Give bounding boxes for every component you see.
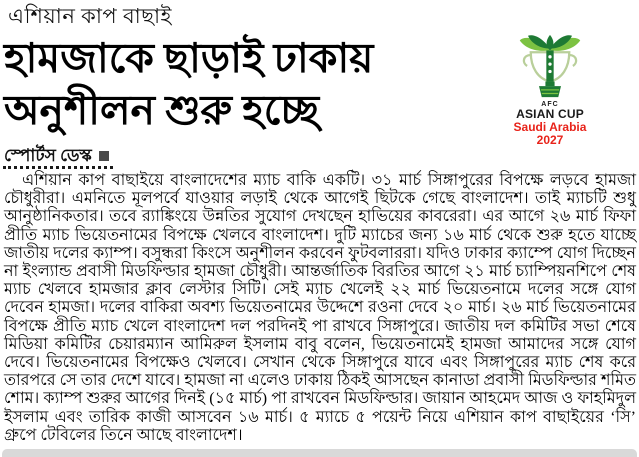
- byline-square-bullet-icon: [99, 151, 109, 161]
- headline-line-2: অনুশীলন শুরু হচ্ছে: [4, 87, 320, 133]
- afc-asian-cup-2027-logo: [500, 33, 600, 146]
- byline-text: স্পোর্টস ডেস্ক: [4, 146, 92, 165]
- headline: [4, 32, 509, 136]
- logo-year-text: 2027: [536, 132, 564, 147]
- logo-org-text: AFC: [541, 101, 559, 108]
- trophy-icon: [508, 33, 592, 99]
- byline-dotted-rule: [3, 166, 113, 169]
- logo-event-text: ASIAN CUP: [516, 107, 584, 122]
- kicker-text: এশিয়ান কাপ বাছাই: [8, 4, 172, 28]
- bottom-section-divider: [2, 449, 637, 457]
- headline-line-1: হামজাকে ছাড়াই ঢাকায়: [4, 35, 374, 81]
- article-body-text: এশিয়ান কাপ বাছাইয়ে বাংলাদেশের ম্যাচ বাকি একটি। ৩১ মার্চ সিঙ্গাপুরের বিপক্ষে লড়বে হামজা চৌধুরীরা। এমনিতে মূলপর্বে যাওয়ার লড়াই থেকে আগেই ছিটকে গেছে বাংলাদেশ। তাই ম্যাচটি শুধু আনুষ্ঠানিকতার। তবে র‍্যাঙ্কিংয়ে উন্নতির সুযোগ দেখছেন হাভিয়ের কাবরেরা। এর আগে ২৬ মার্চ ফিফা প্রীতি ম্যাচ ভিয়েতনামের বিপক্ষে খেলবে বাংলাদেশ। দুটি ম্যাচের জন্য ১৬ মার্চ থেকে শুরু হতে যাচ্ছে জাতীয় দলের ক্যাম্প। বসুন্ধরা কিংসে অনুশীলন করবেন ফুটবলাররা। যদিও ঢাকার ক্যাম্পে যোগ দিচ্ছেন না ইংল্যান্ড প্রবাসী মিডফিল্ডার হামজা চৌধুরী। আন্তর্জাতিক বিরতির আগে ২১ মার্চ চ্যাম্পিয়নশিপে শেষ ম্যাচ খেলবে হামজার ক্লাব লেস্টার সিটি। সেই ম্যাচ খেলেই ২২ মার্চ ভিয়েতনামে দলের সঙ্গে যোগ দেবেন হামজা। দলের বাকিরা অবশ্য ভিয়েতনামের উদ্দেশে রওনা দেবে ২০ মার্চ। ২৬ মার্চ ভিয়েতনামের বিপক্ষে প্রীতি ম্যাচ খেলে বাংলাদেশ দল পরদিনই পা রাখবে সিঙ্গাপুরে। জাতীয় দল কমিটির সভা শেষে মিডিয়া কমিটির চেয়ারম্যান আমিরুল ইসলাম বাবু বলেন, ভিয়েতনামেই হামজা আমাদের সঙ্গে যোগ দেবে। ভিয়েতনামের বিপক্ষেও খেলবে। সেখান থেকে সিঙ্গাপুরে যাবে এবং সিঙ্গাপুরের ম্যাচ শেষ করে তারপরে সে তার দেশে যাবে। হামজা না এলেও ঢাকায় ঠিকই আসছেন কানাডা প্রবাসী মিডফিল্ডার শমিত শোম। ক্যাম্প শুরুর আগের দিনই (১৫ মার্চ) পা রাখবেন মিডফিল্ডার। জায়ান আহমেদ আজ ও ফাহমিদুল ইসলাম এবং তারিক কাজী আসবেন ১৬ মার্চ। ৫ ম্যাচে ৫ পয়েন্ট নিয়ে এশিয়ান কাপ বাছাইয়ের ‘সি’ গ্রুপে টেবিলের তিনে আছে বাংলাদেশ।: [4, 172, 636, 444]
- logo-host-text: Saudi Arabia: [513, 119, 587, 134]
